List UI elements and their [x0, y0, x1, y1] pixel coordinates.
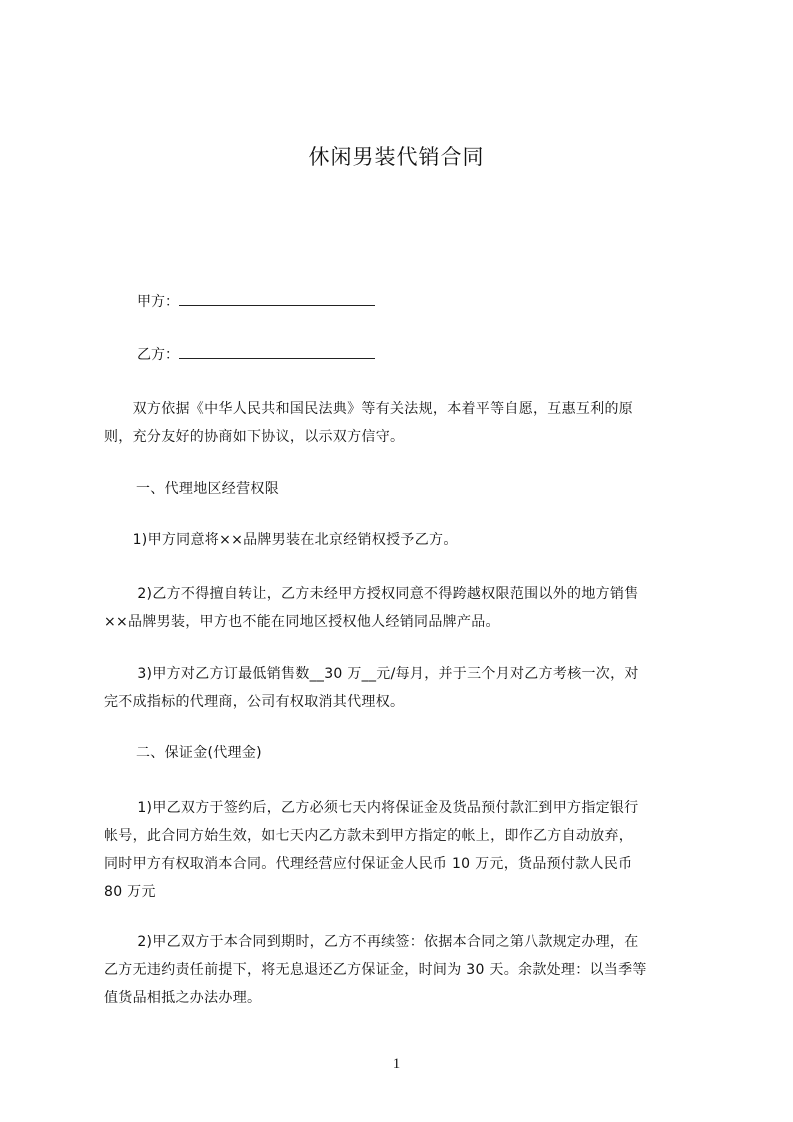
clause-line: 完不成指标的代理商，公司有权取消其代理权。	[104, 694, 405, 710]
party-a-label: 甲方：	[137, 294, 179, 310]
section-1-clause-3	[104, 660, 700, 716]
party-a-line	[137, 292, 375, 311]
clause-line: 1)甲乙双方于签约后，乙方必须七天内将保证金及货品预付款汇到甲方指定银行	[104, 800, 639, 816]
section-1-heading: 一、代理地区经营权限	[136, 481, 279, 497]
preamble-paragraph	[104, 395, 700, 451]
page-number: 1	[392, 1056, 401, 1072]
clause-line: 帐号，此合同方始生效，如七天内乙方款未到甲方指定的帐上，即作乙方自动放弃，	[104, 828, 634, 844]
preamble-line: 双方依据《中华人民共和国民法典》等有关法规，本着平等自愿，互惠互利的原	[104, 401, 634, 417]
party-b-line	[137, 345, 375, 364]
clause-line: 乙方无违约责任前提下，将无息退还乙方保证金，时间为 30 天。余款处理：以当季等	[104, 962, 647, 978]
clause-line: 同时甲方有权取消本合同。代理经营应付保证金人民币 10 万元，货品预付款人民币	[104, 856, 633, 872]
clause-line: 80 万元	[104, 884, 156, 900]
clause-line: 值货品相抵之办法办理。	[104, 990, 262, 1006]
clause-line: 2)甲乙双方于本合同到期时，乙方不再续签：依据本合同之第八款规定办理，在	[104, 934, 639, 950]
clause-line: 3)甲方对乙方订最低销售数__30 万__元/每月，并于三个月对乙方考核一次，对	[104, 666, 639, 682]
document-title: 休闲男装代销合同	[308, 145, 485, 169]
party-b-blank	[179, 345, 375, 359]
section-2-clause-2	[104, 928, 700, 1012]
clause-line: ××品牌男装，甲方也不能在同地区授权他人经销同品牌产品。	[104, 614, 500, 630]
section-2-clause-1	[104, 794, 700, 906]
clause-line: 1)甲方同意将××品牌男装在北京经销权授予乙方。	[104, 532, 458, 548]
section-1-clause-1	[104, 526, 700, 554]
party-a-blank	[179, 292, 375, 306]
section-1-clause-2	[104, 580, 700, 636]
section-2-heading: 二、保证金(代理金)	[136, 745, 262, 761]
clause-line: 2)乙方不得擅自转让，乙方未经甲方授权同意不得跨越权限范围以外的地方销售	[104, 586, 639, 602]
party-b-label: 乙方：	[137, 347, 179, 363]
preamble-line: 则，充分友好的协商如下协议，以示双方信守。	[104, 429, 405, 445]
